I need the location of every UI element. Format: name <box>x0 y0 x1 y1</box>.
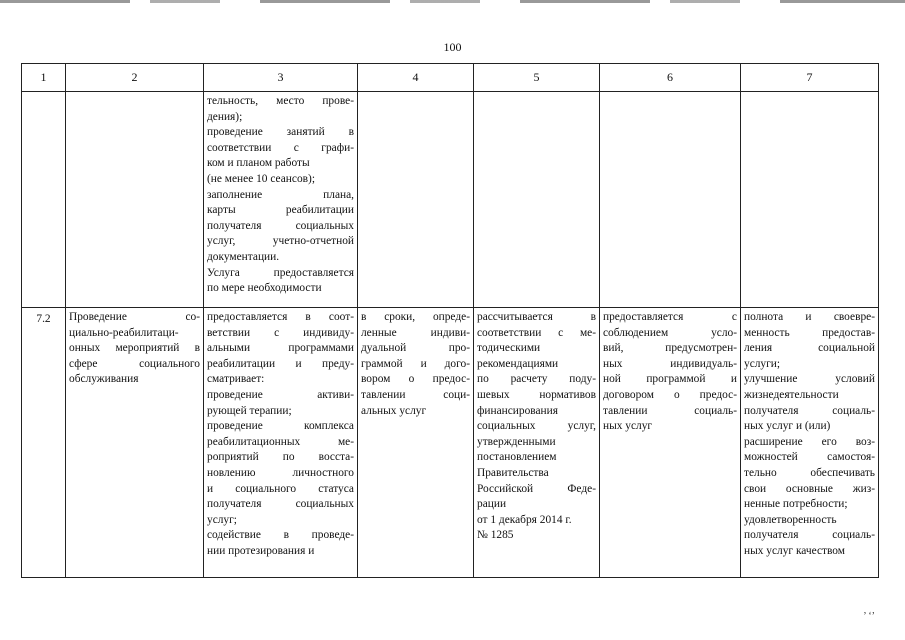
cell-text-line: ветствии с индивиду- <box>207 326 354 339</box>
cell-text-line: свои основные жиз- <box>744 482 875 495</box>
header-cell-5: 5 <box>474 64 600 92</box>
service-conditions-cell <box>600 308 741 578</box>
cell-text-line: вий, предусмотрен- <box>603 342 737 355</box>
cell-text-line: тельность, место прове- <box>207 95 354 107</box>
cell-text-line: № 1285 <box>477 529 514 542</box>
cell-text-line: рации <box>477 498 507 511</box>
header-cell-6: 6 <box>600 64 741 92</box>
cell-text-line: Российской Феде- <box>477 482 596 495</box>
cell-text-line: ных услуг <box>603 420 653 433</box>
cell-text-line: дуальной про- <box>361 342 470 355</box>
cell-text-line: шевых нормативов <box>477 388 596 401</box>
cell-text-line: от 1 декабря 2014 г. <box>477 513 572 526</box>
cell-text-line: тодическими <box>477 342 541 355</box>
cont-cell-4 <box>358 92 474 308</box>
cell-text-line: заполнение плана, <box>207 188 354 201</box>
cell-text-line: Правительства <box>477 466 549 479</box>
cell-text-line: жизнедеятельности <box>744 388 839 401</box>
cell-text-line: услуг, учетно-отчетной <box>207 235 354 248</box>
scan-top-edge <box>0 0 905 3</box>
cell-text-line: ленные индиви- <box>361 326 470 339</box>
service-description-cell <box>204 308 358 578</box>
cell-text-line: договором о предос- <box>603 388 737 401</box>
service-tariff-cell <box>474 308 600 578</box>
cell-text-line: по мере необходимости <box>207 282 322 295</box>
cell-text-line: карты реабилитации <box>207 204 354 217</box>
cell-text-line: новлению личностного <box>207 466 354 479</box>
cell-text-line: реабилитационных ме- <box>207 435 354 448</box>
cell-text-line: тавлении соци- <box>361 388 470 401</box>
cell-text-line: соответствии с ме- <box>477 326 596 339</box>
cell-text-line: реабилитации и преду- <box>207 357 354 370</box>
cont-cell-6 <box>600 92 741 308</box>
cell-text-line: Услуга предоставляется <box>207 266 354 279</box>
cell-text-line: рующей терапии; <box>207 404 292 417</box>
cont-cell-3 <box>204 92 358 308</box>
header-cell-4: 4 <box>358 64 474 92</box>
cell-text-line: в сроки, опреде- <box>361 311 470 323</box>
cell-text-line: предоставляется в соот- <box>207 311 354 323</box>
cell-text-line: расширение его воз- <box>744 435 875 448</box>
header-cell-3: 3 <box>204 64 358 92</box>
service-quality-cell <box>741 308 879 578</box>
cell-text-line: обслуживания <box>69 373 139 386</box>
scan-mark: ’ ‘’ <box>863 611 875 622</box>
cont-cell-1 <box>22 92 66 308</box>
cell-text-line: ных услуг и (или) <box>744 420 831 433</box>
cell-text-line: документации. <box>207 250 280 263</box>
cell-text-line: альных услуг <box>361 404 427 417</box>
services-table <box>21 63 879 578</box>
cell-text-line: ком и планом работы <box>207 157 310 170</box>
header-cell-1: 1 <box>22 64 66 92</box>
cell-text-line: Проведение со- <box>69 311 200 323</box>
header-cell-7: 7 <box>741 64 879 92</box>
cell-text-line: и социального статуса <box>207 482 354 495</box>
cell-text-line: менность предостав- <box>744 326 875 339</box>
cell-text-line: онных мероприятий в <box>69 342 200 355</box>
cell-text-line: сматривает: <box>207 373 265 386</box>
cell-text-line: проведение активи- <box>207 388 354 401</box>
cell-text-line: проведение комплекса <box>207 420 354 433</box>
cell-text-line: финансирования <box>477 404 558 417</box>
cell-text-line: полнота и своевре- <box>744 311 875 323</box>
cell-text-line: ненные потребности; <box>744 498 848 511</box>
cell-text-line: (не менее 10 сеансов); <box>207 172 315 185</box>
cell-text-line: ных услуг качеством <box>744 544 845 557</box>
cell-text-line: удовлетворенность <box>744 513 837 526</box>
cell-text-line: содействие в проведе- <box>207 529 354 542</box>
cell-text-line: получателя социальных <box>207 219 354 232</box>
cont-cell-2 <box>66 92 204 308</box>
cell-text-line: ной программой и <box>603 373 737 386</box>
cell-text-line: роприятий по восста- <box>207 451 354 464</box>
cell-text-line: рекомендациями <box>477 357 559 370</box>
table-header-row <box>22 64 879 92</box>
cell-text-line: вором о предос- <box>361 373 470 386</box>
cell-text-line: получателя социаль- <box>744 529 875 542</box>
cell-text-line: услуг; <box>207 513 237 526</box>
cell-text-line: услуги; <box>744 357 781 370</box>
cell-text-line: тельно обеспечивать <box>744 466 875 479</box>
cont-cell-7 <box>741 92 879 308</box>
cell-text-line: проведение занятий в <box>207 126 354 139</box>
page-number: 100 <box>443 40 462 54</box>
cell-text-line: постановлением <box>477 451 557 464</box>
cell-text-line: получателя социальных <box>207 498 354 511</box>
cell-text-line: рассчитывается в <box>477 311 596 323</box>
cell-text-line: соблюдением усло- <box>603 326 737 339</box>
cell-text-line: сфере социального <box>69 357 200 370</box>
service-name-cell <box>66 308 204 578</box>
continuation-row <box>22 92 879 308</box>
cell-text-line: дения); <box>207 110 243 123</box>
cell-text-line: циально-реабилитаци- <box>69 326 179 339</box>
cell-text-line: ления социальной <box>744 342 875 355</box>
service-terms-cell <box>358 308 474 578</box>
cell-text-line: можностей самостоя- <box>744 451 875 464</box>
cell-text-line: социальных услуг, <box>477 420 596 433</box>
cell-text-line: по расчету поду- <box>477 373 596 386</box>
cell-text-line: получателя социаль- <box>744 404 875 417</box>
cell-text-line: нии протезирования и <box>207 544 315 557</box>
header-cell-2: 2 <box>66 64 204 92</box>
cell-text-line: альными программами <box>207 342 354 355</box>
cell-text-line: граммой и дого- <box>361 357 470 370</box>
cell-text-line: предоставляется с <box>603 311 737 323</box>
row-7-2 <box>22 308 879 578</box>
cell-text-line: улучшение условий <box>744 373 875 386</box>
cell-text-line: утвержденными <box>477 435 556 448</box>
cell-text-line: соответствии с графи- <box>207 141 354 154</box>
row-number: 7.2 <box>22 308 66 578</box>
cell-text-line: тавлении социаль- <box>603 404 737 417</box>
cont-cell-5 <box>474 92 600 308</box>
cell-text-line: ных индивидуаль- <box>603 357 737 370</box>
